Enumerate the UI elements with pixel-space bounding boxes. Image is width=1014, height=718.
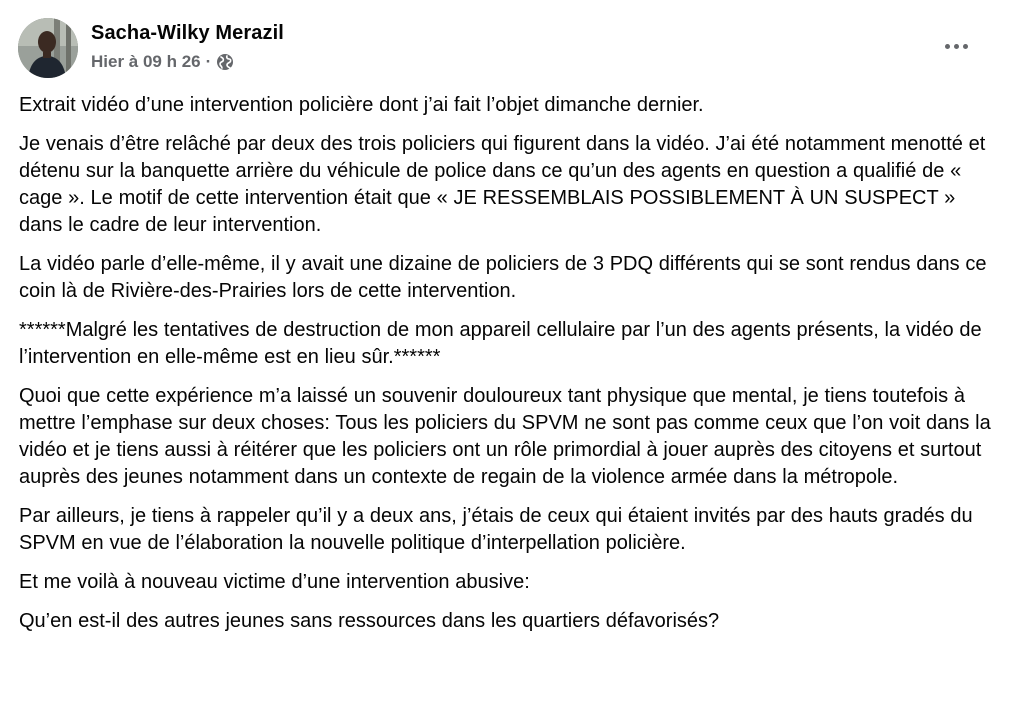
post-paragraph: Extrait vidéo d’une intervention policière dont j’ai fait l’objet dimanche dernier. xyxy=(19,94,704,116)
post-paragraph: ******Malgré les tentatives de destruction de mon appareil cellulaire par l’un des agents présents, la vidéo de l’intervention en elle-même est en lieu sûr.****** xyxy=(19,319,982,368)
post-paragraph: Et me voilà à nouveau victime d’une intervention abusive: xyxy=(19,571,530,593)
meta-separator: · xyxy=(205,52,212,71)
globe-icon[interactable] xyxy=(216,53,234,71)
avatar[interactable] xyxy=(18,18,78,78)
avatar-photo xyxy=(18,18,78,78)
post-meta xyxy=(91,52,234,72)
post-paragraph: Par ailleurs, je tiens à rappeler qu’il y a deux ans, j’étais de ceux qui étaient invités par des hauts gradés du SPVM en vue de l’élaboration la nouvelle politique d’interpellation policière. xyxy=(19,505,973,554)
author-name[interactable]: Sacha-Wilky Merazil xyxy=(91,22,284,44)
post-paragraph: Je venais d’être relâché par deux des trois policiers qui figurent dans la vidéo. J’ai été notamment menotté et détenu sur la banquette arrière du véhicule de police dans ce qu’un des agents en question a qualifié de « cage ». Le motif de cette intervention était que « JE RESSEMBLAIS POSSIBLEMENT À UN SUSPECT » dans le cadre de leur intervention. xyxy=(19,133,986,236)
post-paragraph: Qu’en est-il des autres jeunes sans ressources dans les quartiers défavorisés? xyxy=(19,610,720,632)
post-header xyxy=(18,18,996,80)
more-options-icon[interactable] xyxy=(938,32,974,60)
post-paragraph: La vidéo parle d’elle-même, il y avait une dizaine de policiers de 3 PDQ différents qui se sont rendus dans ce coin là de Rivière-des-Prairies lors de cette intervention. xyxy=(19,253,987,302)
post-timestamp[interactable]: Hier à 09 h 26 xyxy=(91,52,201,71)
post-body xyxy=(19,92,999,647)
post-paragraph: Quoi que cette expérience m’a laissé un souvenir douloureux tant physique que mental, je tiens toutefois à mettre l’emphase sur deux choses: Tous les policiers du SPVM ne sont pas comme ceux que l’on voit dans la vidéo et je tiens aussi à réitérer que les policiers ont un rôle primordial à jouer auprès des citoyens et surtout auprès des jeunes notamment dans un contexte de regain de la violence armée dans la métropole. xyxy=(19,385,991,488)
